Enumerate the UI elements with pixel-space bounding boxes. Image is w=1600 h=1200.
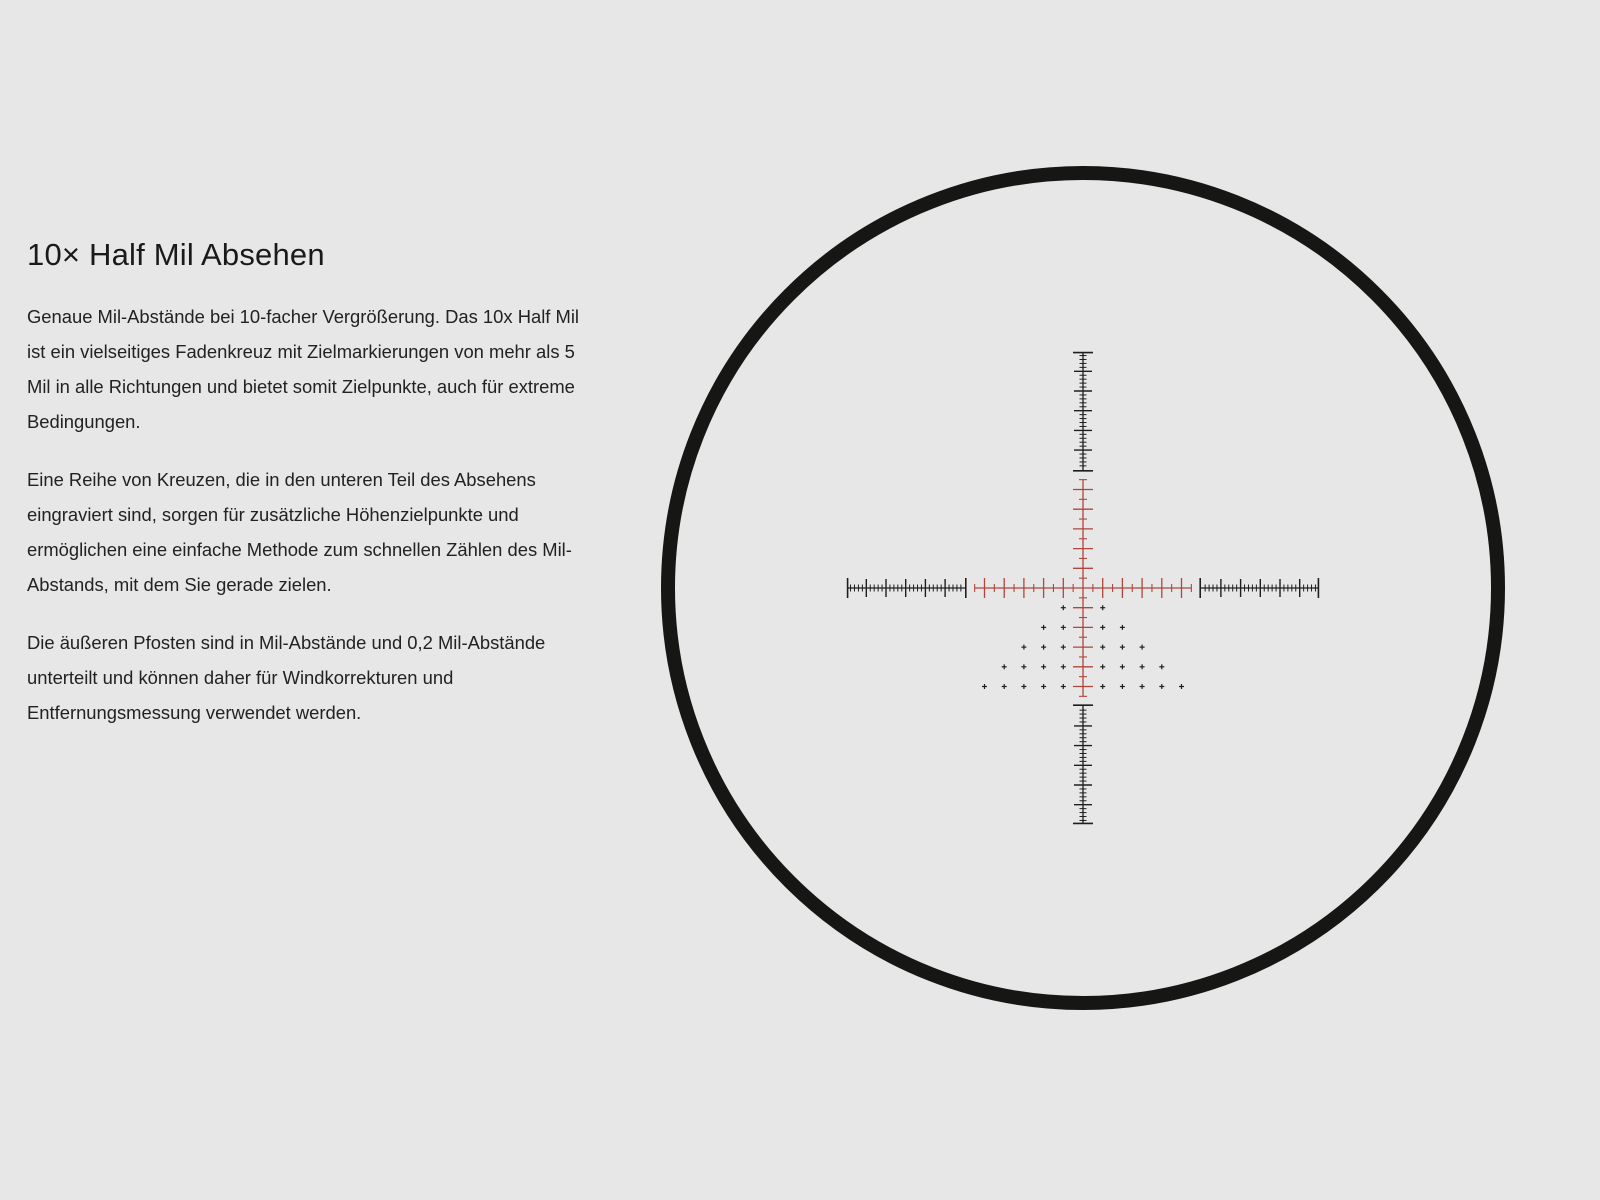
holdover-cross — [1179, 684, 1184, 689]
holdover-cross — [1100, 664, 1105, 669]
holdover-cross — [1100, 625, 1105, 630]
holdover-cross — [1100, 645, 1105, 650]
holdover-cross — [1159, 664, 1164, 669]
holdover-cross — [1100, 684, 1105, 689]
holdover-cross — [1140, 664, 1145, 669]
holdover-cross — [1061, 664, 1066, 669]
holdover-cross — [1041, 664, 1046, 669]
holdover-cross — [1041, 645, 1046, 650]
holdover-cross — [1120, 684, 1125, 689]
holdover-cross — [1061, 605, 1066, 610]
holdover-cross — [1061, 645, 1066, 650]
holdover-cross — [1061, 625, 1066, 630]
holdover-cross — [1120, 645, 1125, 650]
description-paragraph-1: Genaue Mil-Abstände bei 10-facher Vergrößerung. Das 10x Half Mil ist ein vielseitiges Fadenkreuz mit Zielmarkierungen von mehr als 5 Mil in alle Richtungen und bietet somit Zielpunkte, auch für extreme Bedingungen. — [27, 306, 579, 433]
description-paragraph-2: Eine Reihe von Kreuzen, die in den unteren Teil des Absehens eingraviert sind, sorgen für zusätzliche Höhenzielpunkte und ermöglichen eine einfache Methode zum schnellen Zählen des Mil-Abstands, mit dem Sie gerade zielen. — [27, 469, 572, 596]
holdover-cross — [1002, 684, 1007, 689]
description-paragraph-3: Die äußeren Pfosten sind in Mil-Abstände und 0,2 Mil-Abstände unterteilt und können daher für Windkorrekturen und Entfernungsmessung verwendet werden. — [27, 632, 546, 724]
page-title: 10× Half Mil Absehen — [27, 237, 325, 272]
holdover-cross — [1140, 684, 1145, 689]
holdover-cross — [1120, 664, 1125, 669]
holdover-cross — [1159, 684, 1164, 689]
holdover-cross — [1120, 625, 1125, 630]
holdover-cross — [1140, 645, 1145, 650]
holdover-cross — [1002, 664, 1007, 669]
holdover-cross — [1021, 684, 1026, 689]
holdover-cross — [982, 684, 987, 689]
holdover-cross — [1021, 645, 1026, 650]
center-crosshair — [975, 480, 1192, 697]
holdover-cross — [1041, 625, 1046, 630]
holdover-cross — [1061, 684, 1066, 689]
holdover-cross — [1021, 664, 1026, 669]
holdover-cross — [1100, 605, 1105, 610]
holdover-cross — [1041, 684, 1046, 689]
